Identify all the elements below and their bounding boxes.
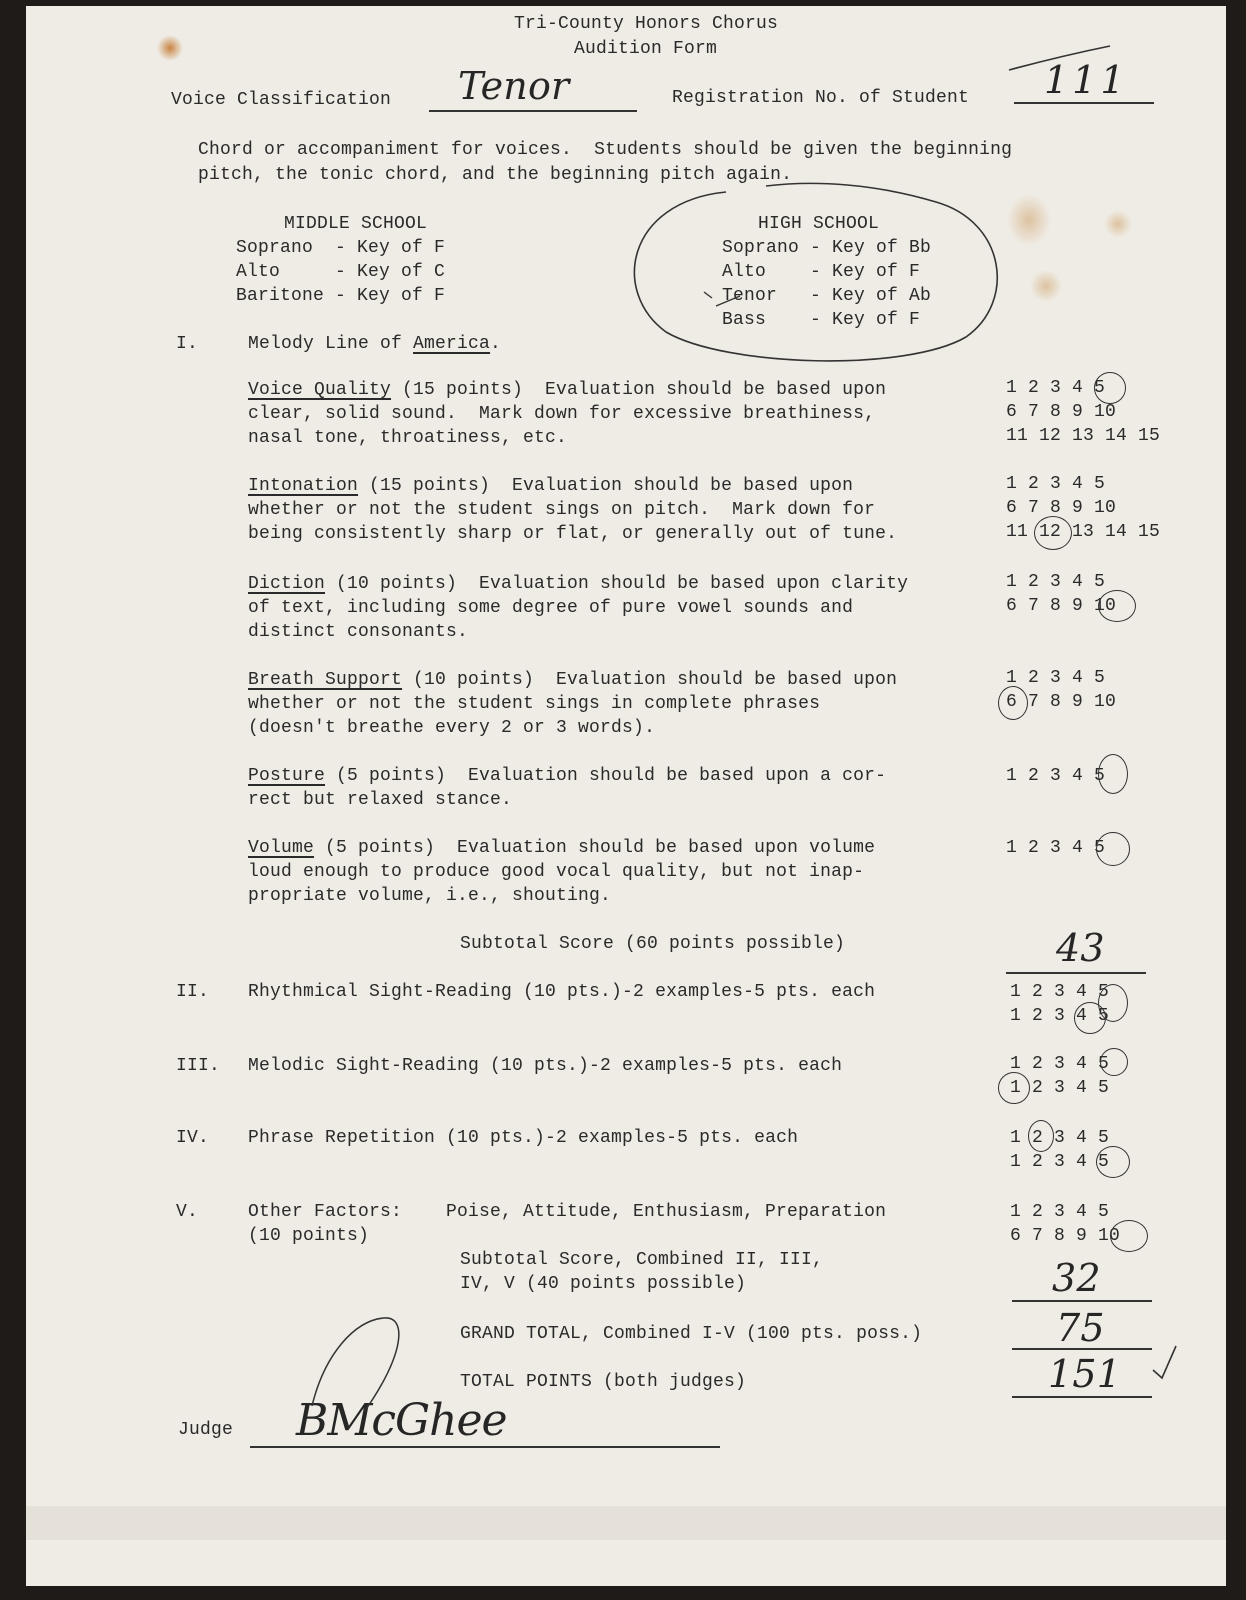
section-4-selected-circle-1 (1028, 1120, 1054, 1152)
middle-school-soprano: Soprano - Key of F (236, 238, 446, 258)
section-3-scale-row-1: 1 2 3 4 5 (1010, 1054, 1110, 1074)
subtotal-1-value: 43 (1056, 926, 1105, 970)
registration-value: 111 (1044, 58, 1129, 102)
criterion-diction-line-2: of text, including some degree of pure vowel sounds and (248, 598, 854, 618)
high-school-alto: Alto - Key of F (722, 262, 921, 282)
total-points-value: 151 (1048, 1352, 1122, 1396)
posture-scale-row-1: 1 2 3 4 5 (1006, 766, 1106, 786)
criterion-volume-line-1: Volume (5 points) Evaluation should be based upon volume (248, 838, 876, 858)
criterion-posture-line-1: Posture (5 points) Evaluation should be based upon a cor- (248, 766, 887, 786)
breath-support-scale-row-2: 6 7 8 9 10 (1006, 692, 1117, 712)
section-1-label: Melody Line of America. (248, 334, 502, 354)
intonation-scale-row-1: 1 2 3 4 5 (1006, 474, 1106, 494)
criterion-voice-quality-line-3: nasal tone, throatiness, etc. (248, 428, 568, 448)
section-2-selected-circle-2 (1074, 1002, 1106, 1034)
high-school-bass: Bass - Key of F (722, 310, 921, 330)
section-5-points: (10 points) (248, 1226, 370, 1246)
judge-signature-line (250, 1446, 720, 1448)
subtotal-1-line (1006, 972, 1146, 974)
voice-quality-selected-circle (1094, 372, 1126, 404)
criterion-intonation-line-3: being consistently sharp or flat, or generally out of tune. (248, 524, 898, 544)
intonation-scale-row-2: 6 7 8 9 10 (1006, 498, 1117, 518)
voice-quality-scale-row-3: 11 12 13 14 15 (1006, 426, 1161, 446)
section-3-selected-circle-2 (998, 1072, 1030, 1104)
section-2-label: Rhythmical Sight-Reading (10 pts.)-2 examples-5 pts. each (248, 982, 876, 1002)
section-5-number: V. (176, 1202, 199, 1222)
section-5-selected-circle (1110, 1220, 1148, 1252)
middle-school-heading: MIDDLE SCHOOL (284, 214, 428, 234)
voice-quality-scale-row-1: 1 2 3 4 5 (1006, 378, 1106, 398)
diction-selected-circle (1098, 590, 1136, 622)
criterion-intonation-line-1: Intonation (15 points) Evaluation should be based upon (248, 476, 854, 496)
diction-scale-row-2: 6 7 8 9 10 (1006, 596, 1117, 616)
criterion-diction-line-1: Diction (10 points) Evaluation should be based upon clarity (248, 574, 909, 594)
instructions-line-2: pitch, the tonic chord, and the beginning pitch again. (198, 165, 793, 185)
voice-classification-value: Tenor (458, 64, 570, 108)
grand-total-label: GRAND TOTAL, Combined I-V (100 pts. poss.) (460, 1324, 923, 1344)
section-3-scale-row-2: 1 2 3 4 5 (1010, 1078, 1110, 1098)
diction-scale-row-1: 1 2 3 4 5 (1006, 572, 1106, 592)
total-points-label: TOTAL POINTS (both judges) (460, 1372, 747, 1392)
criterion-breath-support-line-2: whether or not the student sings in complete phrases (248, 694, 821, 714)
high-school-circle-annotation (616, 172, 1016, 372)
registration-pen-stroke (1006, 40, 1116, 74)
section-5-items: Poise, Attitude, Enthusiasm, Preparation (446, 1202, 887, 1222)
subtotal-1-label: Subtotal Score (60 points possible) (460, 934, 846, 954)
section-5-scale-row-2: 6 7 8 9 10 (1010, 1226, 1121, 1246)
subtotal-2-line (1012, 1300, 1152, 1302)
criterion-voice-quality-line-1: Voice Quality (15 points) Evaluation should be based upon (248, 380, 887, 400)
subtotal-2-value: 32 (1052, 1256, 1101, 1300)
section-2-scale-row-2: 1 2 3 4 5 (1010, 1006, 1110, 1026)
section-4-label: Phrase Repetition (10 pts.)-2 examples-5 pts. each (248, 1128, 799, 1148)
subtotal-2-line-1: Subtotal Score, Combined II, III, (460, 1250, 824, 1270)
voice-quality-scale-row-2: 6 7 8 9 10 (1006, 402, 1117, 422)
section-1-number: I. (176, 334, 199, 354)
section-3-number: III. (176, 1056, 221, 1076)
section-4-scale-row-2: 1 2 3 4 5 (1010, 1152, 1110, 1172)
voice-classification-label: Voice Classification (171, 90, 392, 110)
intonation-selected-circle (1034, 516, 1072, 550)
criterion-diction-line-3: distinct consonants. (248, 622, 469, 642)
criterion-volume-line-3: propriate volume, i.e., shouting. (248, 886, 612, 906)
grand-total-value: 75 (1056, 1306, 1105, 1350)
breath-support-selected-circle (998, 686, 1028, 720)
section-5-scale-row-1: 1 2 3 4 5 (1010, 1202, 1110, 1222)
subtotal-2-line-2: IV, V (40 points possible) (460, 1274, 747, 1294)
section-5-label: Other Factors: (248, 1202, 403, 1222)
breath-support-scale-row-1: 1 2 3 4 5 (1006, 668, 1106, 688)
posture-selected-circle (1098, 754, 1128, 794)
criterion-intonation-line-2: whether or not the student sings on pitch. Mark down for (248, 500, 876, 520)
form-subtitle: Audition Form (574, 39, 718, 59)
criterion-voice-quality-line-2: clear, solid sound. Mark down for excessive breathiness, (248, 404, 876, 424)
section-2-number: II. (176, 982, 210, 1002)
volume-scale-row-1: 1 2 3 4 5 (1006, 838, 1106, 858)
middle-school-alto: Alto - Key of C (236, 262, 446, 282)
audition-form-page (26, 6, 1226, 1586)
judge-signature: BMcGhee (296, 1395, 507, 1446)
high-school-tenor: Tenor - Key of Ab (722, 286, 932, 306)
section-4-scale-row-1: 1 2 3 4 5 (1010, 1128, 1110, 1148)
middle-school-baritone: Baritone - Key of F (236, 286, 446, 306)
high-school-heading: HIGH SCHOOL (758, 214, 880, 234)
section-2-scale-row-1: 1 2 3 4 5 (1010, 982, 1110, 1002)
registration-line (1014, 102, 1154, 104)
volume-selected-circle (1096, 832, 1130, 866)
intonation-scale-row-3: 11 12 13 14 15 (1006, 522, 1161, 542)
voice-classification-line (429, 110, 637, 112)
section-3-label: Melodic Sight-Reading (10 pts.)-2 examples-5 pts. each (248, 1056, 843, 1076)
section-4-selected-circle-2 (1096, 1146, 1130, 1178)
criterion-breath-support-line-1: Breath Support (10 points) Evaluation should be based upon (248, 670, 898, 690)
total-points-line (1012, 1396, 1152, 1398)
instructions-line-1: Chord or accompaniment for voices. Students should be given the beginning (198, 140, 1013, 160)
criterion-breath-support-line-3: (doesn't breathe every 2 or 3 words). (248, 718, 656, 738)
grand-total-checkmark (1150, 1342, 1180, 1382)
judge-label: Judge (178, 1420, 234, 1440)
registration-label: Registration No. of Student (672, 88, 970, 108)
criterion-volume-line-2: loud enough to produce good vocal quality, but not inap- (248, 862, 865, 882)
form-title: Tri-County Honors Chorus (514, 14, 779, 34)
high-school-soprano: Soprano - Key of Bb (722, 238, 932, 258)
section-4-number: IV. (176, 1128, 210, 1148)
criterion-posture-line-2: rect but relaxed stance. (248, 790, 513, 810)
section-3-selected-circle-1 (1100, 1048, 1128, 1076)
judge-signature-flourish (304, 1316, 414, 1416)
